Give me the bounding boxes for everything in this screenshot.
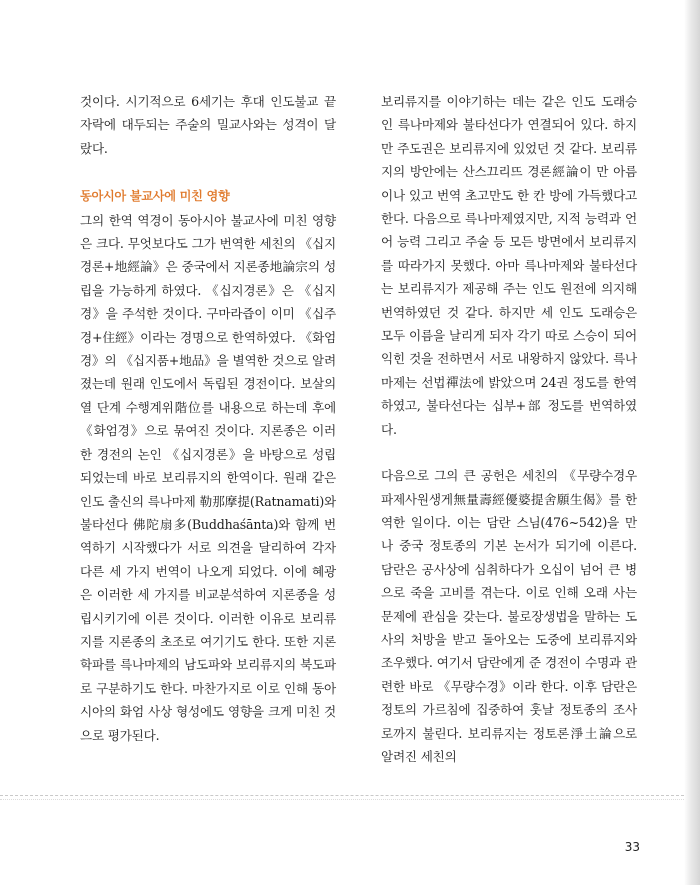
paragraph-spacer (381, 441, 637, 464)
page-edge-shadow (684, 0, 700, 885)
page-number: 33 (624, 840, 640, 854)
right-paragraph-2: 다음으로 그의 큰 공헌은 세친의 《무량수경우파제사원생게無量壽經優婆提舍願生偈》를 한역한 일이다. 이는 담란 스님(476~542)을 만나 중국 정토종의 기본 논서가 되기에 이른다. 담란은 공사상에 심취하다가 오십이 넘어 큰 병으로 죽을 고비를 겪는다. 이로 인해 오래 사는 문제에 관심을 갖는다. 불로장생법을 말하는 도사의 처방을 받고 돌아오는 도중에 보리류지와 조우했다. 여기서 담란에게 준 경전이 수명과 관련한 바로 《무량수경》이라 한다. 이후 담란은 정토의 가르침에 집중하여 훗날 정토종의 조사로까지 불린다. 보리류지는 정토론淨土論으로 알려진 세친의 (381, 468, 637, 764)
right-paragraph-1: 보리류지를 이야기하는 데는 같은 인도 도래승인 륵나마제와 불타선다가 연결되어 있다. 하지만 주도권은 보리류지에 있었던 것 같다. 보리류지의 방안에는 산스끄리뜨 경론經論이 만 아름이나 있고 번역 초고만도 한 칸 방에 가득했다고 한다. 다음으로 륵나마제였지만, 지적 능력과 언어 능력 그리고 주술 등 모든 방면에서 보리류지를 따라가지 못했다. 아마 륵나마제와 불타선다는 보리류지가 제공해 주는 인도 원전에 의지해 번역하였던 것 같다. 하지만 세 인도 도래승은 모두 이름을 날리게 되자 각기 따로 스승이 되어 익힌 것을 전하면서 서로 내왕하지 않았다. 륵나마제는 선법禪法에 밝았으며 24권 정도를 한역하였고, 불타선다는 십부+部 정도를 번역하였다. (381, 94, 637, 437)
footer-divider-secondary (0, 799, 684, 800)
intro-paragraph: 것이다. 시기적으로 6세기는 후대 인도불교 끝자락에 대두되는 주술의 밀교사와는 성격이 달랐다. (80, 94, 336, 156)
right-column (381, 90, 637, 768)
paragraph-spacer (80, 160, 336, 185)
footer-divider (0, 795, 684, 796)
section-heading: 동아시아 불교사에 미친 영향 (80, 189, 230, 204)
body-paragraph: 그의 한역 역경이 동아시아 불교사에 미친 영향은 크다. 무엇보다도 그가 번역한 세친의 《십지경론+地經論》은 중국에서 지론종地論宗의 성립을 가능하게 하였다. 《십지경론》은 《십지경》을 주석한 것이다. 구마라즙이 이미 《십주경+住經》이라는 경명으로 한역하였다. 《화엄경》의 《십지품+地品》을 별역한 것으로 알려졌는데 원래 인도에서 독립된 경전이다. 보살의 열 단계 수행계위階位를 내용으로 하는데 후에 《화엄경》으로 묶여진 것이다. 지론종은 이러한 경전의 논인 《십지경론》을 바탕으로 성립되었는데 바로 보리류지의 한역이다. 원래 같은 인도 출신의 륵나마제 勒那摩提(Ratnamati)와 불타선다 佛陀扇多(Buddhaśānta)와 함께 번역하기 시작했다가 서로 의견을 달리하여 각자 다른 세 가지 번역이 나오게 되었다. 이에 혜광은 이러한 세 가지를 비교분석하여 지론종을 성립시키기에 이른 것이다. 이러한 이유로 보리류지를 지론종의 초조로 여기기도 한다. 또한 지론학파를 륵나마제의 남도파와 보리류지의 북도파로 구분하기도 한다. 마찬가지로 이로 인해 동아시아의 화엄 사상 형성에도 영향을 크게 미친 것으로 평가된다. (80, 212, 336, 743)
left-column (80, 90, 336, 747)
